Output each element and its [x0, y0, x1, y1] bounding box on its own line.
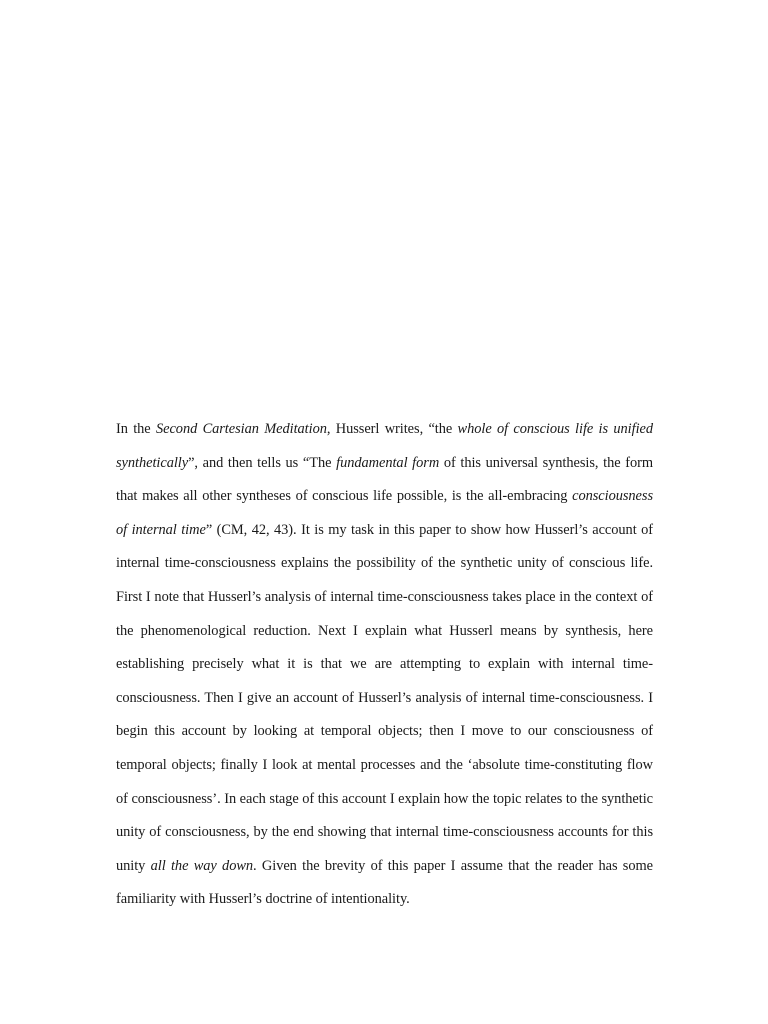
italic-fundamental-form: fundamental form	[336, 454, 440, 471]
text-run: ”, and then tells us “The	[188, 454, 337, 471]
italic-all-the-way-down: all the way down	[150, 857, 254, 874]
text-run: . Given the brevity of this paper I assume that the reader has some familiarity with Husserl’s doctrine of intentionality.	[116, 857, 653, 908]
text-run: , Husserl writes, “the	[326, 421, 458, 437]
italic-consciousness-of-internal-time: consciousness of internal time	[116, 488, 653, 538]
text-run: In the	[116, 421, 156, 437]
text-run: ” (CM, 42, 43). It is my task in this paper to show how Husserl’s account of internal time-consciousness explains the possibility of the synthetic unity of conscious life. First I note that Husserl’s analysis of internal time-consciousness takes place in the context of the phenomenological reduction. Next I explain what Husserl means by synthesis, here establishing precisely what it is that we are attempting to explain with internal time-consciousness. Then I give an account of Husserl’s analysis of internal time-consciousness. I begin this account by looking at temporal objects; then I move to our consciousness of temporal objects; finally I look at mental processes and the ‘absolute time-constituting flow of consciousness’. In each stage of this account I explain how the topic relates to the synthetic unity of consciousness, by the end showing that internal time-consciousness accounts for this unity	[116, 521, 654, 874]
text-run: of this universal synthesis, the form that makes all other syntheses of conscious life possible, is the all-embracing	[116, 454, 653, 505]
body-paragraph	[116, 413, 653, 917]
italic-quote-whole-of-conscious-life: whole of conscious life is unified synthetically	[116, 421, 654, 471]
italic-title-second-cartesian-meditation: Second Cartesian Meditation	[155, 421, 327, 437]
